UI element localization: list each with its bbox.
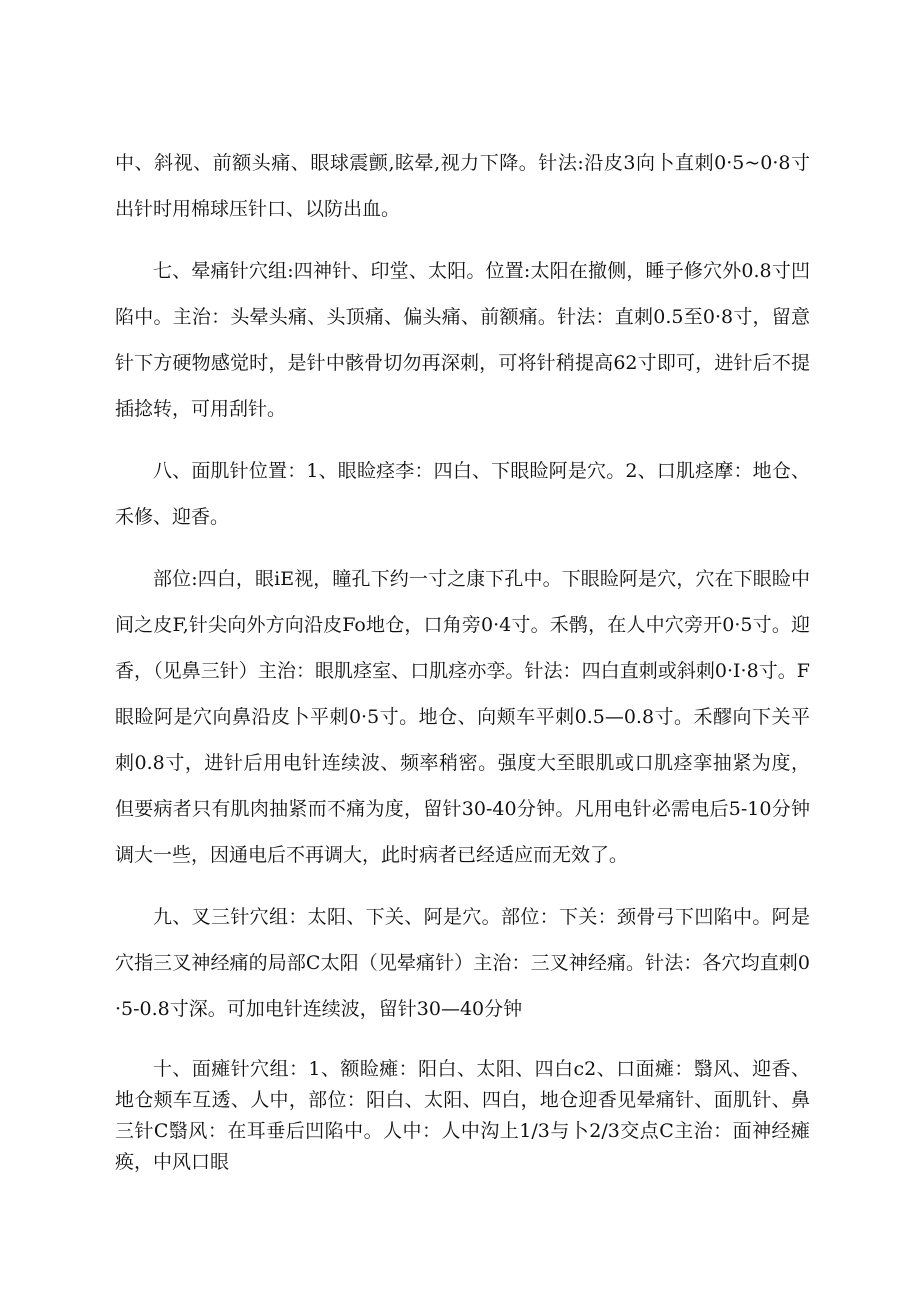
- paragraph-continuation: 中、斜视、前额头痛、眼球震颤,眩晕,视力下降。针法:沿皮3向卜直刺0·5~0·8寸出针时用棉球压针口、以防出血。: [115, 152, 810, 220]
- paragraph-section-10: 十、面瘫针穴组：1、额睑瘫：阳白、太阳、四白c2、口面瘫：翳风、迎香、地仓颊车互透、人中，部位：阳白、太阳、四白，地仓迎香见晕痛针、面肌针、鼻三针C翳风：在耳垂后凹陷中。人中：人中沟上1/3与卜2/3交点C主治：面神经瘫痪，中风口眼: [115, 1058, 810, 1173]
- document-page: [115, 140, 810, 1178]
- paragraph-section-9: 九、叉三针穴组：太阳、下关、阿是穴。部位：下关：颈骨弓下凹陷中。阿是穴指三叉神经痛的局部C太阳（见晕痛针）主治：三叉神经痛。针法：各穴均直刺0·5-0.8寸深。可加电针连续波，留针30—40分钟: [115, 906, 810, 1020]
- paragraph-section-8: 八、面肌针位置：1、眼睑痉李：四白、下眼睑阿是穴。2、口肌痉摩：地仓、禾修、迎香。: [115, 460, 810, 528]
- paragraph-section-7: 七、晕痛针穴组:四神针、印堂、太阳。位置:太阳在撤侧，睡子修穴外0.8寸凹陷中。主治：头晕头痛、头顶痛、偏头痛、前额痛。针法：直刺0.5至0·8寸，留意针下方硬物感觉时，是针中骸骨切勿再深刺，可将针稍提高62寸即可，进针后不提插捻转，可用刮针。: [115, 260, 810, 420]
- paragraph-section-8-detail: 部位:四白，眼iE视，瞳孔下约一寸之康下孔中。下眼睑阿是穴，穴在下眼睑中间之皮F,针尖向外方向沿皮Fo地仓，口角旁0·4寸。禾鹘，在人中穴旁开0·5寸。迎香，（见鼻三针）主治：眼肌痉室、口肌痉亦孪。针法：四白直刺或斜刺0·I·8寸。F眼睑阿是穴向鼻沿皮卜平刺0·5寸。地仓、向颊车平刺0.5—0.8寸。禾醪向下关平刺0.8寸，进针后用电针连续波、频率稍密。强度大至眼肌或口肌痉挛抽紧为度，但要病者只有肌肉抽紧而不痛为度，留针30-40分钟。凡用电针必需电后5-10分钟调大一些，因通电后不再调大，此时病者已经适应而无效了。: [115, 568, 810, 866]
